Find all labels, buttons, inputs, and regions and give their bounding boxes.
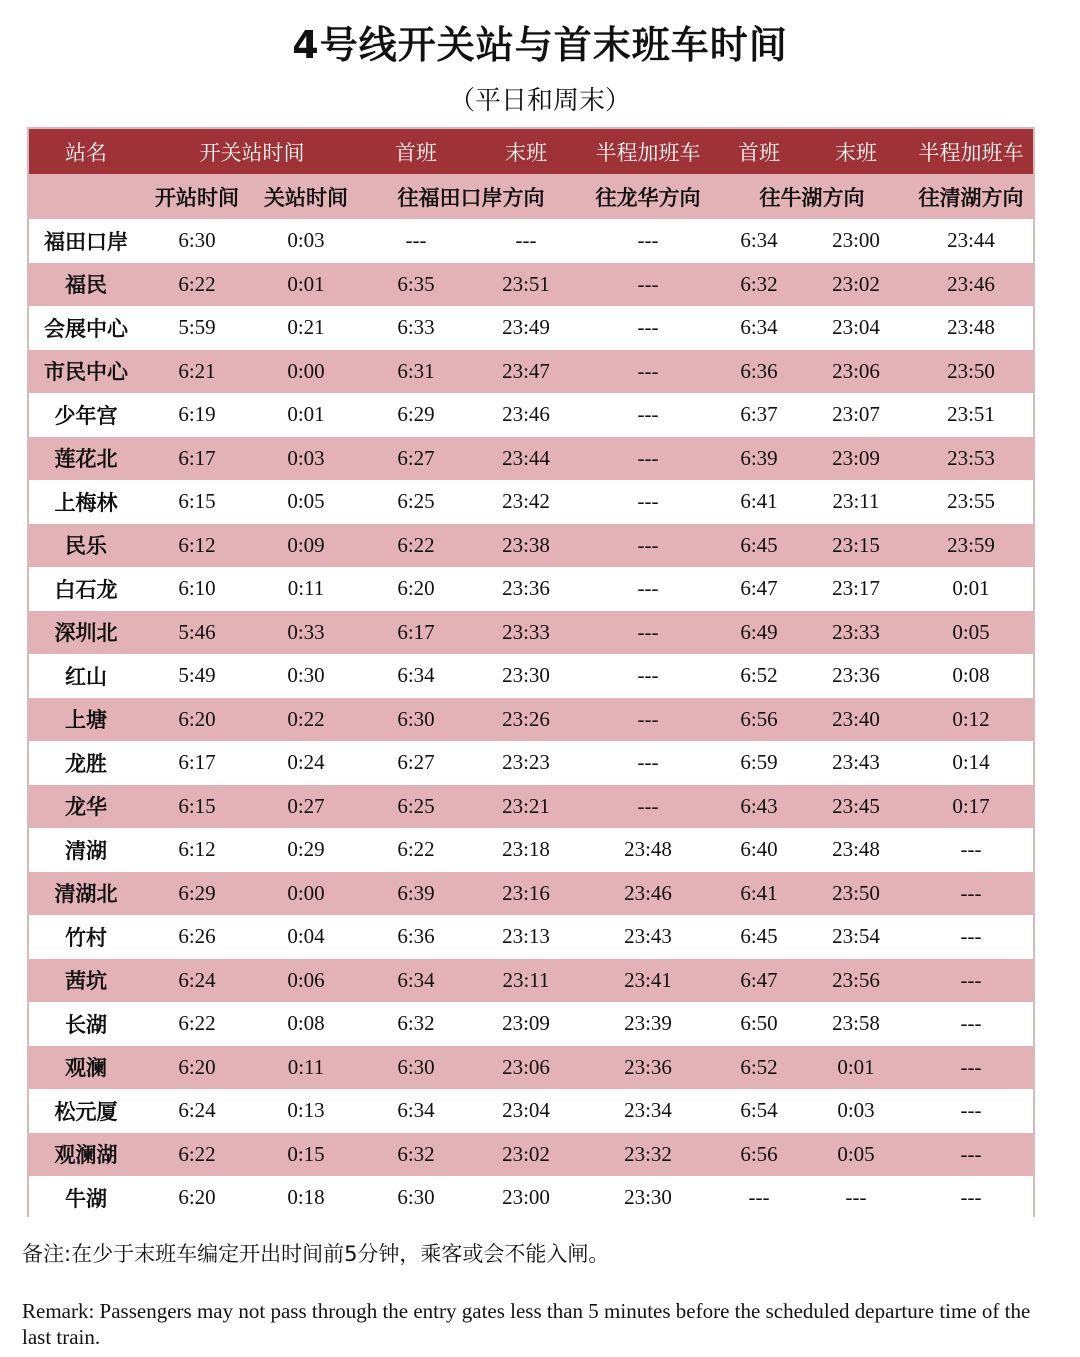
extra-train-longhua: --- [581, 480, 715, 524]
last-train-futian: 23:36 [471, 567, 581, 611]
extra-train-qinghu: --- [909, 1133, 1033, 1177]
last-train-niuhu: 23:48 [803, 828, 909, 872]
extra-train-qinghu: --- [909, 1046, 1033, 1090]
close-time: 0:33 [251, 611, 361, 655]
first-train-niuhu: --- [715, 1176, 803, 1220]
open-time: 6:17 [143, 437, 251, 481]
last-train-futian: 23:04 [471, 1089, 581, 1133]
header-station-blank [29, 174, 143, 219]
open-time: 6:24 [143, 1089, 251, 1133]
open-time: 6:20 [143, 1176, 251, 1220]
first-train-futian: 6:35 [361, 263, 471, 307]
last-train-niuhu: 0:03 [803, 1089, 909, 1133]
close-time: 0:04 [251, 915, 361, 959]
first-train-futian: 6:36 [361, 915, 471, 959]
close-time: 0:06 [251, 959, 361, 1003]
remark-chinese: 备注:在少于末班车编定开出时间前5分钟，乘客或会不能入闸。 [22, 1242, 610, 1266]
first-train-niuhu: 6:40 [715, 828, 803, 872]
open-time: 5:49 [143, 654, 251, 698]
first-train-niuhu: 6:34 [715, 219, 803, 263]
station-name: 上塘 [29, 698, 143, 742]
open-time: 6:26 [143, 915, 251, 959]
close-time: 0:11 [251, 567, 361, 611]
close-time: 0:22 [251, 698, 361, 742]
open-time: 6:15 [143, 480, 251, 524]
station-name: 深圳北 [29, 611, 143, 655]
first-train-niuhu: 6:36 [715, 350, 803, 394]
station-name: 福田口岸 [29, 219, 143, 263]
extra-train-qinghu: --- [909, 1176, 1033, 1220]
first-train-futian: 6:22 [361, 828, 471, 872]
station-name: 龙华 [29, 785, 143, 829]
last-train-futian: 23:13 [471, 915, 581, 959]
first-train-futian: 6:17 [361, 611, 471, 655]
table-row [29, 480, 1033, 524]
page-title: 4号线开关站与首末班车时间 [292, 23, 788, 67]
close-time: 0:00 [251, 350, 361, 394]
first-train-futian: 6:27 [361, 741, 471, 785]
last-train-niuhu: 23:56 [803, 959, 909, 1003]
extra-train-longhua: --- [581, 698, 715, 742]
first-train-futian: 6:39 [361, 872, 471, 916]
first-train-futian: 6:29 [361, 393, 471, 437]
table-row [29, 219, 1033, 263]
extra-train-qinghu: 23:53 [909, 437, 1033, 481]
close-time: 0:01 [251, 393, 361, 437]
table-row [29, 959, 1033, 1003]
open-time: 6:17 [143, 741, 251, 785]
station-name: 观澜湖 [29, 1133, 143, 1177]
station-name: 松元厦 [29, 1089, 143, 1133]
first-train-niuhu: 6:54 [715, 1089, 803, 1133]
table-row [29, 654, 1033, 698]
header-first-train-niuhu: 首班 [715, 129, 803, 174]
open-time: 6:10 [143, 567, 251, 611]
open-time: 5:46 [143, 611, 251, 655]
header-direction-futian: 往福田口岸方向 [361, 174, 581, 219]
extra-train-longhua: 23:36 [581, 1046, 715, 1090]
header-close-time: 关站时间 [251, 174, 361, 219]
table-row [29, 306, 1033, 350]
extra-train-qinghu: --- [909, 959, 1033, 1003]
extra-train-qinghu: 0:01 [909, 567, 1033, 611]
first-train-futian: --- [361, 219, 471, 263]
first-train-futian: 6:31 [361, 350, 471, 394]
header-station: 站名 [29, 129, 143, 174]
last-train-futian: 23:49 [471, 306, 581, 350]
last-train-niuhu: 23:06 [803, 350, 909, 394]
first-train-niuhu: 6:39 [715, 437, 803, 481]
last-train-futian: 23:11 [471, 959, 581, 1003]
close-time: 0:03 [251, 219, 361, 263]
last-train-niuhu: 23:33 [803, 611, 909, 655]
extra-train-longhua: --- [581, 306, 715, 350]
open-time: 6:22 [143, 1002, 251, 1046]
extra-train-longhua: --- [581, 437, 715, 481]
first-train-futian: 6:20 [361, 567, 471, 611]
extra-train-qinghu: --- [909, 1002, 1033, 1046]
last-train-niuhu: --- [803, 1176, 909, 1220]
first-train-niuhu: 6:45 [715, 915, 803, 959]
first-train-futian: 6:25 [361, 480, 471, 524]
first-train-niuhu: 6:41 [715, 872, 803, 916]
extra-train-longhua: 23:41 [581, 959, 715, 1003]
open-time: 6:20 [143, 698, 251, 742]
extra-train-longhua: 23:30 [581, 1176, 715, 1220]
first-train-niuhu: 6:56 [715, 1133, 803, 1177]
station-name: 茜坑 [29, 959, 143, 1003]
open-time: 6:19 [143, 393, 251, 437]
close-time: 0:18 [251, 1176, 361, 1220]
last-train-futian: 23:44 [471, 437, 581, 481]
header-extra-train-qinghu: 半程加班车 [909, 129, 1033, 174]
last-train-futian: 23:38 [471, 524, 581, 568]
close-time: 0:13 [251, 1089, 361, 1133]
close-time: 0:27 [251, 785, 361, 829]
extra-train-qinghu: 0:08 [909, 654, 1033, 698]
last-train-futian: 23:09 [471, 1002, 581, 1046]
station-name: 长湖 [29, 1002, 143, 1046]
close-time: 0:29 [251, 828, 361, 872]
first-train-niuhu: 6:34 [715, 306, 803, 350]
header-open-close-time: 开关站时间 [143, 129, 361, 174]
close-time: 0:30 [251, 654, 361, 698]
table-row [29, 1089, 1033, 1133]
first-train-futian: 6:34 [361, 959, 471, 1003]
extra-train-longhua: --- [581, 263, 715, 307]
close-time: 0:03 [251, 437, 361, 481]
station-name: 莲花北 [29, 437, 143, 481]
last-train-niuhu: 23:54 [803, 915, 909, 959]
table-row [29, 524, 1033, 568]
first-train-niuhu: 6:37 [715, 393, 803, 437]
last-train-niuhu: 23:15 [803, 524, 909, 568]
extra-train-longhua: --- [581, 524, 715, 568]
extra-train-qinghu: 23:44 [909, 219, 1033, 263]
last-train-futian: 23:06 [471, 1046, 581, 1090]
last-train-niuhu: 23:11 [803, 480, 909, 524]
table-row [29, 1046, 1033, 1090]
station-name: 竹村 [29, 915, 143, 959]
extra-train-longhua: 23:32 [581, 1133, 715, 1177]
table-row [29, 611, 1033, 655]
extra-train-qinghu: 0:17 [909, 785, 1033, 829]
last-train-niuhu: 0:05 [803, 1133, 909, 1177]
header-direction-niuhu: 往牛湖方向 [715, 174, 909, 219]
last-train-futian: 23:00 [471, 1176, 581, 1220]
extra-train-longhua: --- [581, 654, 715, 698]
last-train-niuhu: 0:01 [803, 1046, 909, 1090]
extra-train-qinghu: 0:05 [909, 611, 1033, 655]
first-train-futian: 6:34 [361, 1089, 471, 1133]
last-train-futian: 23:02 [471, 1133, 581, 1177]
station-name: 龙胜 [29, 741, 143, 785]
station-name: 牛湖 [29, 1176, 143, 1220]
remark-english: Remark: Passengers may not pass through the entry gates less than 5 minutes before the scheduled departure time of the last train. [22, 1299, 1031, 1349]
station-name: 观澜 [29, 1046, 143, 1090]
extra-train-longhua: --- [581, 393, 715, 437]
station-name: 白石龙 [29, 567, 143, 611]
extra-train-longhua: --- [581, 785, 715, 829]
last-train-futian: 23:47 [471, 350, 581, 394]
last-train-niuhu: 23:00 [803, 219, 909, 263]
close-time: 0:05 [251, 480, 361, 524]
header-open-time: 开站时间 [143, 174, 251, 219]
extra-train-qinghu: 23:51 [909, 393, 1033, 437]
close-time: 0:09 [251, 524, 361, 568]
table-row [29, 350, 1033, 394]
header-first-train-futian: 首班 [361, 129, 471, 174]
open-time: 6:12 [143, 828, 251, 872]
open-time: 6:21 [143, 350, 251, 394]
open-time: 6:24 [143, 959, 251, 1003]
extra-train-qinghu: --- [909, 915, 1033, 959]
first-train-niuhu: 6:56 [715, 698, 803, 742]
last-train-niuhu: 23:40 [803, 698, 909, 742]
last-train-niuhu: 23:36 [803, 654, 909, 698]
close-time: 0:24 [251, 741, 361, 785]
extra-train-qinghu: 0:14 [909, 741, 1033, 785]
station-name: 会展中心 [29, 306, 143, 350]
station-name: 清湖北 [29, 872, 143, 916]
open-time: 6:22 [143, 263, 251, 307]
close-time: 0:21 [251, 306, 361, 350]
last-train-niuhu: 23:09 [803, 437, 909, 481]
last-train-futian: 23:33 [471, 611, 581, 655]
last-train-futian: 23:21 [471, 785, 581, 829]
table-row [29, 828, 1033, 872]
extra-train-longhua: 23:46 [581, 872, 715, 916]
last-train-futian: 23:30 [471, 654, 581, 698]
extra-train-longhua: 23:43 [581, 915, 715, 959]
first-train-futian: 6:22 [361, 524, 471, 568]
extra-train-longhua: --- [581, 219, 715, 263]
open-time: 6:15 [143, 785, 251, 829]
station-name: 清湖 [29, 828, 143, 872]
page-subtitle: （平日和周末） [448, 86, 631, 116]
first-train-niuhu: 6:45 [715, 524, 803, 568]
extra-train-qinghu: 23:59 [909, 524, 1033, 568]
first-train-niuhu: 6:49 [715, 611, 803, 655]
header-last-train-niuhu: 末班 [803, 129, 909, 174]
last-train-niuhu: 23:43 [803, 741, 909, 785]
table-row [29, 741, 1033, 785]
last-train-futian: 23:42 [471, 480, 581, 524]
station-name: 市民中心 [29, 350, 143, 394]
first-train-niuhu: 6:43 [715, 785, 803, 829]
first-train-futian: 6:25 [361, 785, 471, 829]
close-time: 0:08 [251, 1002, 361, 1046]
first-train-niuhu: 6:52 [715, 1046, 803, 1090]
last-train-niuhu: 23:02 [803, 263, 909, 307]
open-time: 6:30 [143, 219, 251, 263]
last-train-futian: --- [471, 219, 581, 263]
table-row [29, 1133, 1033, 1177]
open-time: 6:12 [143, 524, 251, 568]
open-time: 6:20 [143, 1046, 251, 1090]
table-row [29, 1176, 1033, 1220]
extra-train-longhua: --- [581, 611, 715, 655]
last-train-niuhu: 23:07 [803, 393, 909, 437]
first-train-futian: 6:27 [361, 437, 471, 481]
extra-train-longhua: --- [581, 350, 715, 394]
extra-train-qinghu: --- [909, 828, 1033, 872]
extra-train-qinghu: 23:46 [909, 263, 1033, 307]
extra-train-qinghu: 0:12 [909, 698, 1033, 742]
table-row [29, 263, 1033, 307]
extra-train-longhua: --- [581, 567, 715, 611]
last-train-futian: 23:23 [471, 741, 581, 785]
last-train-futian: 23:18 [471, 828, 581, 872]
last-train-niuhu: 23:04 [803, 306, 909, 350]
first-train-niuhu: 6:50 [715, 1002, 803, 1046]
header-row-secondary [29, 174, 1033, 219]
first-train-futian: 6:32 [361, 1002, 471, 1046]
extra-train-qinghu: 23:48 [909, 306, 1033, 350]
header-row-primary [29, 129, 1033, 174]
table-row [29, 393, 1033, 437]
extra-train-qinghu: --- [909, 872, 1033, 916]
header-direction-longhua: 往龙华方向 [581, 174, 715, 219]
last-train-futian: 23:51 [471, 263, 581, 307]
first-train-futian: 6:32 [361, 1133, 471, 1177]
first-train-futian: 6:34 [361, 654, 471, 698]
first-train-niuhu: 6:59 [715, 741, 803, 785]
header-direction-qinghu: 往清湖方向 [909, 174, 1033, 219]
table-row [29, 785, 1033, 829]
last-train-niuhu: 23:17 [803, 567, 909, 611]
first-train-niuhu: 6:47 [715, 567, 803, 611]
extra-train-qinghu: 23:50 [909, 350, 1033, 394]
station-name: 红山 [29, 654, 143, 698]
station-name: 民乐 [29, 524, 143, 568]
station-name: 福民 [29, 263, 143, 307]
first-train-futian: 6:33 [361, 306, 471, 350]
timetable [27, 127, 1035, 1217]
open-time: 6:29 [143, 872, 251, 916]
first-train-niuhu: 6:41 [715, 480, 803, 524]
table-row [29, 915, 1033, 959]
last-train-futian: 23:46 [471, 393, 581, 437]
close-time: 0:00 [251, 872, 361, 916]
last-train-niuhu: 23:58 [803, 1002, 909, 1046]
first-train-futian: 6:30 [361, 1046, 471, 1090]
extra-train-longhua: 23:39 [581, 1002, 715, 1046]
extra-train-longhua: 23:48 [581, 828, 715, 872]
table-row [29, 1002, 1033, 1046]
extra-train-qinghu: --- [909, 1089, 1033, 1133]
first-train-niuhu: 6:52 [715, 654, 803, 698]
table-row [29, 567, 1033, 611]
station-name: 少年宫 [29, 393, 143, 437]
header-extra-train-longhua: 半程加班车 [581, 129, 715, 174]
station-name: 上梅林 [29, 480, 143, 524]
table-row [29, 872, 1033, 916]
last-train-futian: 23:26 [471, 698, 581, 742]
open-time: 5:59 [143, 306, 251, 350]
first-train-futian: 6:30 [361, 1176, 471, 1220]
last-train-futian: 23:16 [471, 872, 581, 916]
header-last-train-futian: 末班 [471, 129, 581, 174]
extra-train-longhua: 23:34 [581, 1089, 715, 1133]
first-train-niuhu: 6:47 [715, 959, 803, 1003]
first-train-niuhu: 6:32 [715, 263, 803, 307]
first-train-futian: 6:30 [361, 698, 471, 742]
last-train-niuhu: 23:45 [803, 785, 909, 829]
close-time: 0:01 [251, 263, 361, 307]
open-time: 6:22 [143, 1133, 251, 1177]
extra-train-qinghu: 23:55 [909, 480, 1033, 524]
timetable-grid [29, 129, 1033, 1220]
close-time: 0:15 [251, 1133, 361, 1177]
close-time: 0:11 [251, 1046, 361, 1090]
table-row [29, 698, 1033, 742]
last-train-niuhu: 23:50 [803, 872, 909, 916]
table-row [29, 437, 1033, 481]
extra-train-longhua: --- [581, 741, 715, 785]
